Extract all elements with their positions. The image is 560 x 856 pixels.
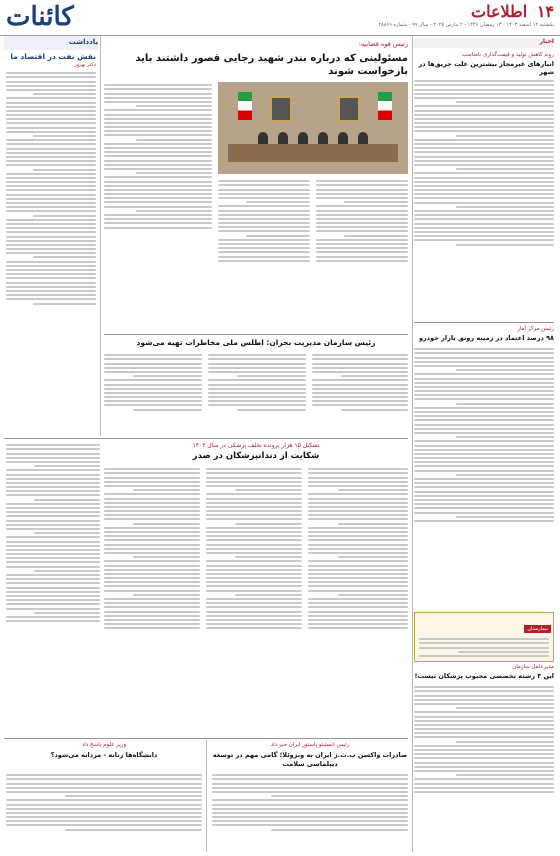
right-info-box: [414, 612, 554, 662]
mid-divider: [104, 334, 408, 335]
mid-story-col1: [104, 352, 202, 434]
story3-headline: این ۳ رشته تخصصی محبوب پزشکان نیست!: [414, 672, 554, 680]
lower-story-kicker: تشکیل ۱۵ هزار پرونده تخلف پزشکی در سال ۱۴۰۳: [192, 442, 320, 449]
bottom-divider: [4, 738, 408, 739]
paper-logo: [471, 2, 554, 21]
bottom-story2-body: [6, 772, 202, 852]
story1-kicker: روند کاهش تولید و قیمت‌گذاری نامناسب: [461, 52, 554, 58]
story1-headline: انبارهای غیرمجاز بیشترین علت حریق‌ها در شهر: [418, 60, 554, 76]
left-column-divider: [100, 36, 101, 436]
lower-story-col-left: [6, 442, 100, 732]
info-box-label: بیمارستان: [524, 625, 551, 633]
top-story-kicker: رئیس قوه قضاییه:: [358, 40, 408, 48]
mid-story-col3: [312, 352, 408, 434]
page-number: ۱۴: [536, 2, 554, 21]
issue-line: یکشنبه ۱۲ اسفند ۱۴۰۳ - ۱۳ رمضان ۱۴۴۶ - ۲ مارس ۲۰۲۵ - سال ۹۹ - شماره ۲۸۸۶۹: [378, 22, 554, 28]
bottom-story1-body: [212, 772, 408, 852]
top-story-body-col1: [104, 82, 212, 300]
right-divider-1: [414, 322, 554, 323]
mid-story-headline: رئیس سازمان مدیریت بحران: اطلس ملی مخاطرات تهیه می‌شود: [136, 338, 376, 347]
section-logo: کائنات: [6, 2, 74, 32]
left-column-body: [6, 70, 96, 434]
masthead: [0, 0, 560, 34]
bottom-story2-headline: دانشگاه‌ها زنانه - مردانه می‌شود؟: [50, 751, 158, 759]
right-column-divider: [412, 36, 413, 852]
top-story-headline: مسئولینی که درباره بندر شهید رجایی قصور داشتند باید بازخواست شوند: [135, 53, 408, 77]
paper-name: اطلاعات: [471, 2, 528, 21]
right-column-section-label: اخبار: [414, 38, 554, 48]
story2-body: [414, 346, 554, 606]
lower-story-col1: [104, 466, 200, 732]
story1-body: [414, 78, 554, 318]
lower-story-col2: [206, 466, 302, 732]
left-column-headline: نقش نفت در اقتصاد ما: [10, 52, 96, 61]
lower-story-headline: شکایت از دندانپزشکان در صدر: [192, 451, 320, 461]
section-sub: یادداشت: [68, 38, 98, 46]
top-story-body-col2: [218, 178, 310, 300]
left-column-byline: دکتر بهروز: [74, 62, 96, 68]
mid-story-col2: [208, 352, 306, 434]
lower-divider: [4, 438, 408, 439]
bottom-column-divider: [206, 740, 207, 852]
lower-story-col3: [308, 466, 408, 732]
story2-kicker: رئیس مرکز آمار: [517, 326, 554, 332]
top-story-photo: [218, 82, 408, 174]
story3-body: [414, 684, 554, 850]
top-story-body-col3: [316, 178, 408, 300]
story2-headline: ۹۸ درصد اعتماد در زمینه رونق بازار خودرو: [419, 334, 554, 342]
bottom-story1-headline: صادرات واکسن ب.ث.ژ ایران به ونزوئلا؛ گامی مهم در توسعه دیپلماسی سلامت: [212, 751, 408, 768]
bottom-story1-kicker: رئیس انستیتو پاستور ایران خبر داد: [270, 742, 350, 748]
bottom-story2-kicker: وزیر علوم پاسخ داد: [81, 742, 127, 748]
story3-kicker: مدیرعامل سازمان: [512, 664, 554, 670]
